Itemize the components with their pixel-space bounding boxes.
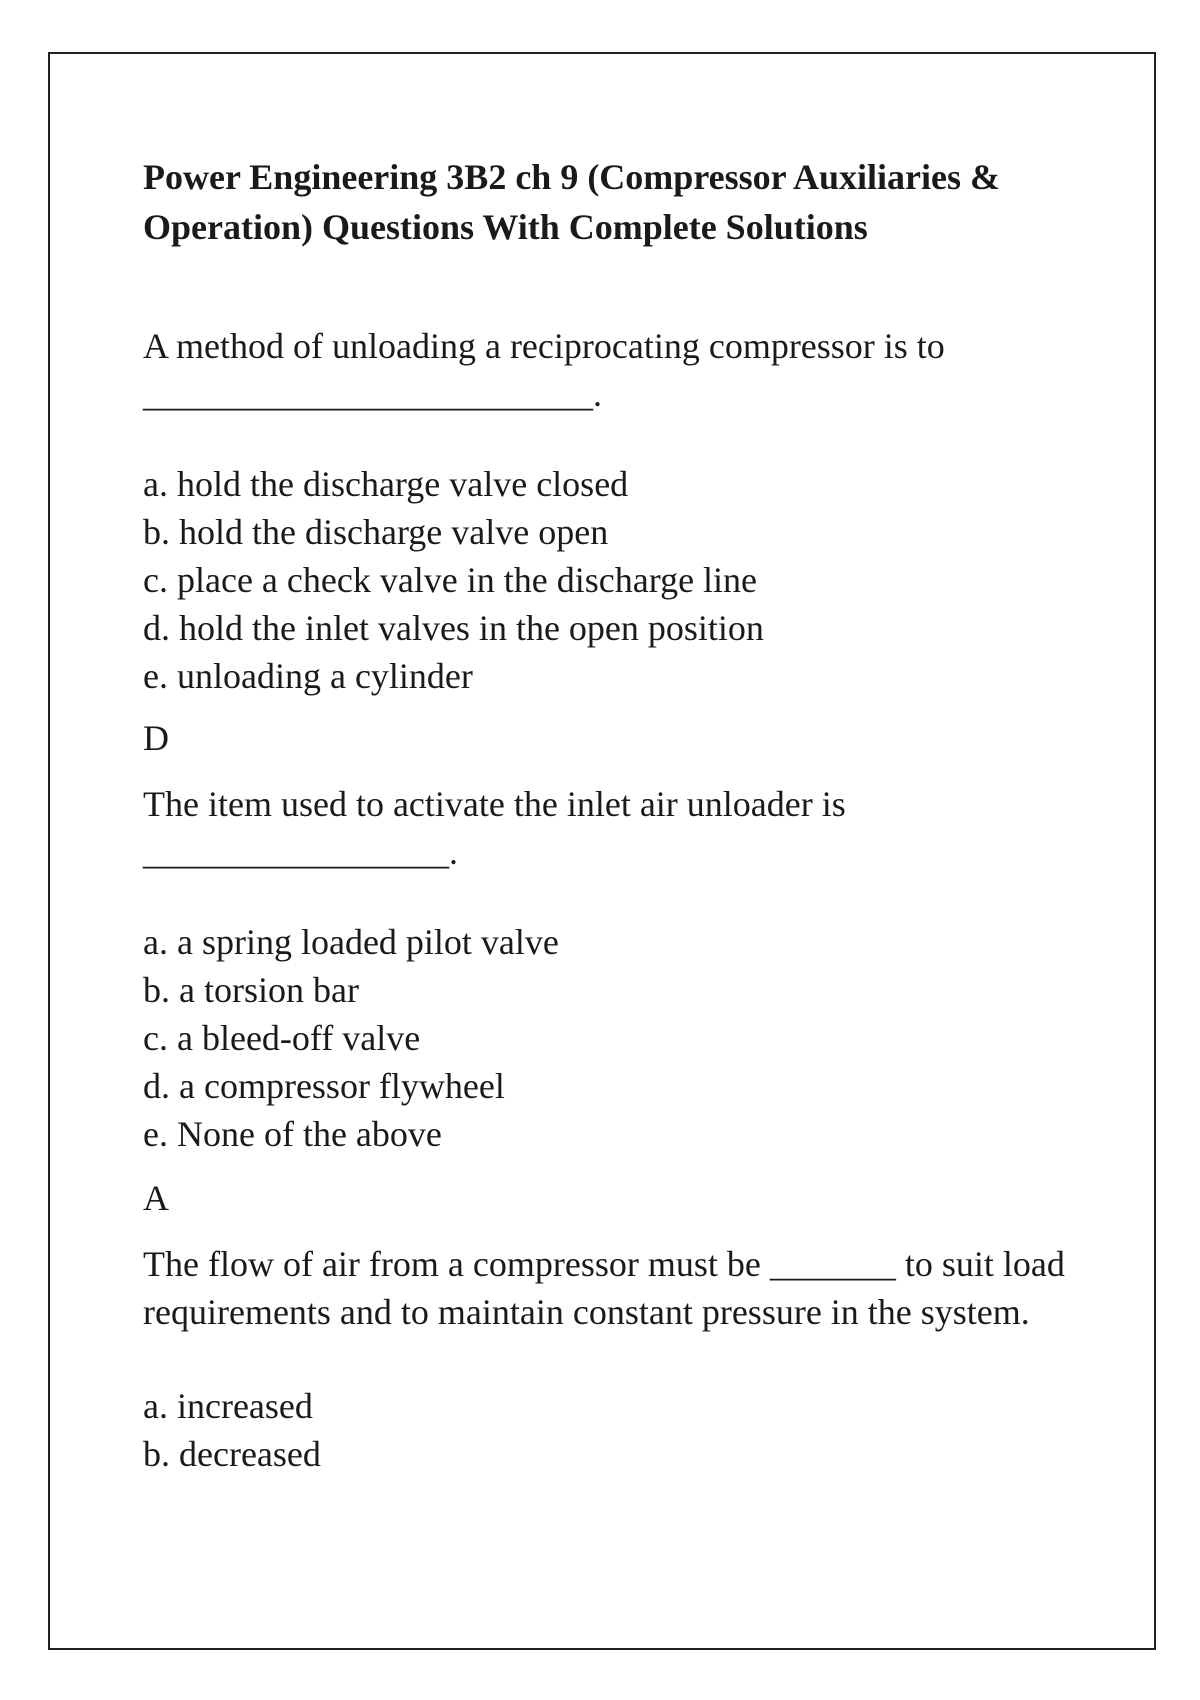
option-item: a. a spring loaded pilot valve <box>143 922 559 962</box>
option-item: a. increased <box>143 1386 313 1426</box>
answer-blank: _________________. <box>143 832 458 872</box>
option-item: c. place a check valve in the discharge line <box>143 560 758 600</box>
question-block-3 <box>143 1240 1083 1478</box>
question-block-1 <box>143 322 1083 762</box>
correct-answer: D <box>143 718 169 758</box>
option-list <box>143 460 1083 700</box>
document-title: Power Engineering 3B2 ch 9 (Compressor Auxiliaries & Operation) Questions With Complete Solutions <box>143 157 1000 247</box>
question-prompt: A method of unloading a reciprocating compressor is to <box>143 326 945 366</box>
option-item: b. a torsion bar <box>143 970 359 1010</box>
option-item: c. a bleed-off valve <box>143 1018 421 1058</box>
option-item: e. None of the above <box>143 1114 442 1154</box>
question-prompt: The item used to activate the inlet air unloader is <box>143 784 846 824</box>
answer-blank: _________________________. <box>143 374 602 414</box>
question-block-2 <box>143 780 1083 1222</box>
option-item: b. hold the discharge valve open <box>143 512 609 552</box>
option-item: d. a compressor flywheel <box>143 1066 505 1106</box>
option-list <box>143 918 1083 1158</box>
option-item: e. unloading a cylinder <box>143 656 473 696</box>
option-item: b. decreased <box>143 1434 321 1474</box>
option-item: a. hold the discharge valve closed <box>143 464 629 504</box>
option-item: d. hold the inlet valves in the open position <box>143 608 764 648</box>
document-body <box>143 152 1083 1478</box>
question-prompt: The flow of air from a compressor must be _______ to suit load requirements and to maintain constant pressure in the system. <box>143 1244 1065 1332</box>
option-list <box>143 1382 1083 1478</box>
correct-answer: A <box>143 1178 169 1218</box>
